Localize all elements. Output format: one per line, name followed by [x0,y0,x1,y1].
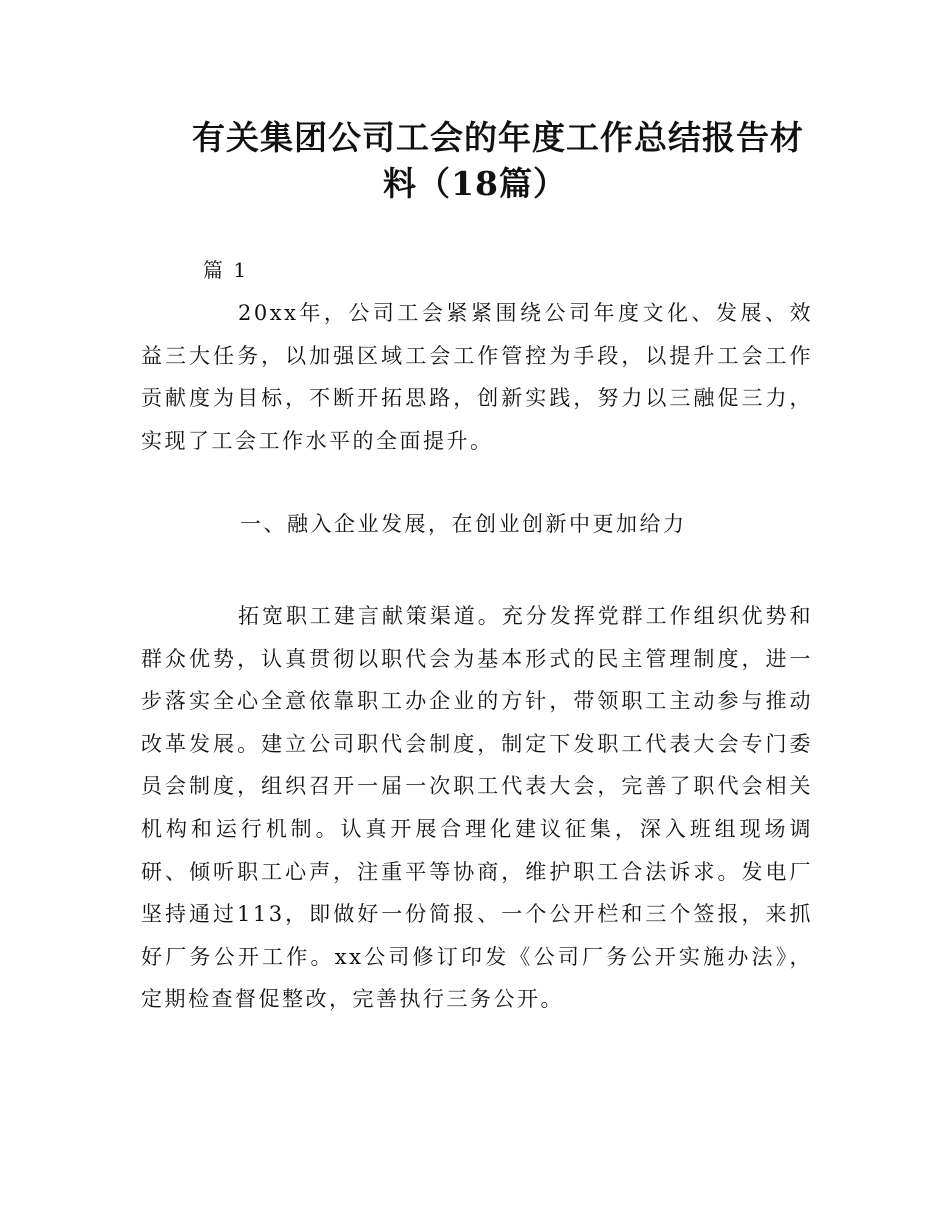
paragraph-body: 拓宽职工建言献策渠道。充分发挥党群工作组织优势和群众优势，认真贯彻以职代会为基本形式的民主管理制度，进一步落实全心全意依靠职工办企业的方针，带领职工主动参与推动改革发展。建立公司职代会制度，制定下发职工代表大会专门委员会制度，组织召开一届一次职工代表大会，完善了职代会相关机构和运行机制。认真开展合理化建议征集，深入班组现场调研、倾听职工心声，注重平等协商，维护职工合法诉求。发电厂坚持通过113，即做好一份简报、一个公开栏和三个签报，来抓好厂务公开工作。xx公司修订印发《公司厂务公开实施办法》，定期检查督促整改，完善执行三务公开。 [141,604,813,1012]
paragraph-intro: 20xx年，公司工会紧紧围绕公司年度文化、发展、效益三大任务，以加强区域工会工作管控为手段，以提升工会工作贡献度为目标，不断开拓思路，创新实践，努力以三融促三力，实现了工会工作水平的全面提升。 [141,301,813,453]
section-label: 篇 1 [203,258,249,282]
document-title-line-2: 料（18篇） [383,164,567,203]
document-title-line-1: 有关集团公司工会的年度工作总结报告材 [192,118,804,157]
section-heading: 一、融入企业发展，在创业创新中更加给力 [240,512,687,536]
